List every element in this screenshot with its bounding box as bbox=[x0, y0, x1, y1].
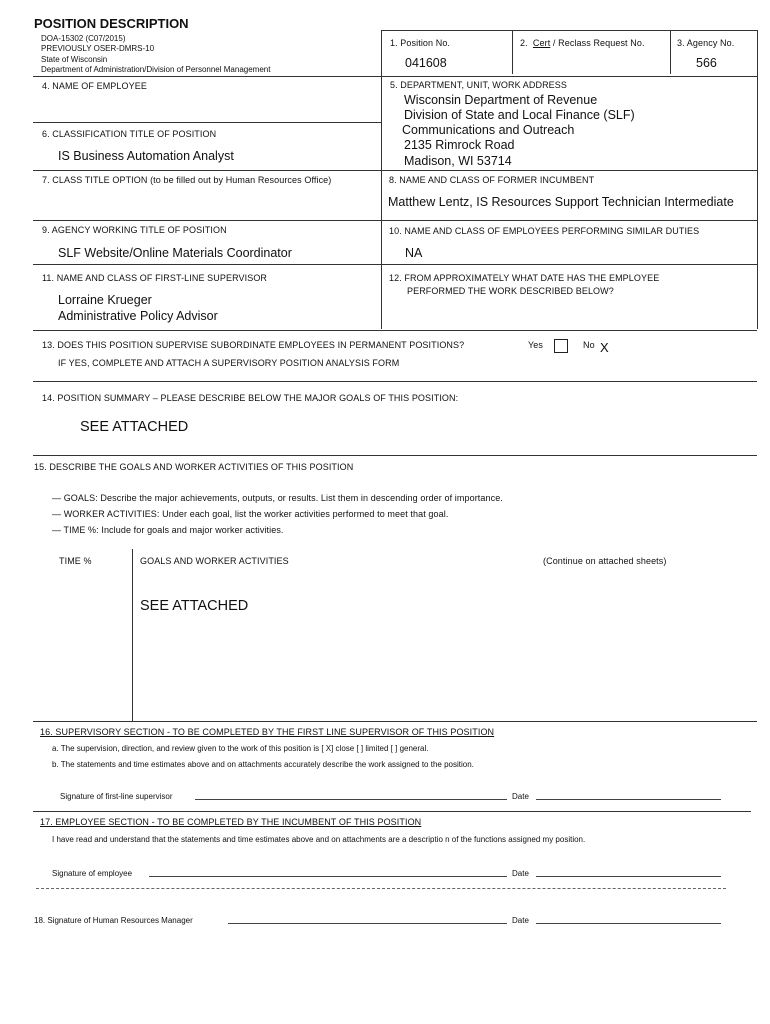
top-border bbox=[381, 30, 757, 31]
form-title: POSITION DESCRIPTION bbox=[34, 16, 189, 31]
time-column-header: TIME % bbox=[59, 556, 92, 566]
reclass-request-label bbox=[520, 38, 645, 48]
row-line-left-2 bbox=[33, 122, 381, 123]
row-line-3 bbox=[33, 220, 757, 221]
supervise-question: 13. DOES THIS POSITION SUPERVISE SUBORDINATE EMPLOYEES IN PERMANENT POSITIONS? bbox=[42, 340, 465, 350]
yes-label: Yes bbox=[528, 340, 543, 350]
supervision-level-text: a. The supervision, direction, and review given to the work of this position is [ X] close [ ] limited [ ] general. bbox=[52, 744, 429, 753]
employee-date-line[interactable] bbox=[536, 876, 721, 877]
supervisory-note: IF YES, COMPLETE AND ATTACH A SUPERVISORY POSITION ANALYSIS FORM bbox=[58, 358, 400, 368]
section-separator bbox=[36, 888, 726, 889]
no-label: No bbox=[583, 340, 595, 350]
goals-bullet-2: — WORKER ACTIVITIES: Under each goal, list the worker activities performed to meet that goal. bbox=[52, 509, 449, 519]
no-checkbox-mark[interactable]: X bbox=[600, 340, 609, 355]
row-line-2 bbox=[33, 170, 757, 171]
similar-duties-value[interactable]: NA bbox=[405, 246, 423, 260]
form-department: Department of Administration/Division of Personnel Management bbox=[41, 65, 271, 74]
cert-label: Cert bbox=[532, 38, 551, 48]
goals-bullet-3: — TIME %: Include for goals and major worker activities. bbox=[52, 525, 284, 535]
work-date-label-1: 12. FROM APPROXIMATELY WHAT DATE HAS THE EMPLOYEE bbox=[389, 273, 660, 283]
right-border bbox=[757, 30, 758, 329]
form-state: State of Wisconsin bbox=[41, 55, 108, 64]
position-summary-label: 14. POSITION SUMMARY – PLEASE DESCRIBE BELOW THE MAJOR GOALS OF THIS POSITION: bbox=[42, 393, 459, 403]
goals-section-label: 15. DESCRIBE THE GOALS AND WORKER ACTIVITIES OF THIS POSITION bbox=[34, 462, 354, 472]
center-divider bbox=[381, 30, 382, 329]
classification-title-label: 6. CLASSIFICATION TITLE OF POSITION bbox=[42, 129, 217, 139]
department-address-label: 5. DEPARTMENT, UNIT, WORK ADDRESS bbox=[390, 80, 567, 90]
time-column-divider bbox=[132, 549, 133, 721]
class-title-option-label: 7. CLASS TITLE OPTION (to be filled out by Human Resources Office) bbox=[42, 175, 332, 185]
goals-column-header: GOALS AND WORKER ACTIVITIES bbox=[140, 556, 289, 566]
form-previous-number: PREVIOUSLY OSER-DMRS-10 bbox=[41, 44, 155, 53]
hr-manager-signature-line[interactable] bbox=[228, 923, 507, 924]
former-incumbent-value[interactable]: Matthew Lentz, IS Resources Support Technician Intermediate bbox=[388, 195, 734, 209]
yes-checkbox[interactable] bbox=[554, 339, 568, 353]
supervisor-signature-label: Signature of first-line supervisor bbox=[60, 792, 173, 801]
former-incumbent-label: 8. NAME AND CLASS OF FORMER INCUMBENT bbox=[389, 175, 595, 185]
position-summary-value[interactable]: SEE ATTACHED bbox=[80, 419, 189, 435]
supervisor-date-label: Date bbox=[512, 792, 529, 801]
goals-bullet-1: — GOALS: Describe the major achievements, outputs, or results. List them in descending order of importance. bbox=[52, 493, 503, 503]
employee-signature-line[interactable] bbox=[149, 876, 507, 877]
box-divider-1 bbox=[512, 30, 513, 74]
working-title-value[interactable]: SLF Website/Online Materials Coordinator bbox=[58, 246, 292, 260]
row-line-8 bbox=[33, 721, 757, 722]
classification-title-value[interactable]: IS Business Automation Analyst bbox=[58, 149, 234, 163]
box-divider-2 bbox=[670, 30, 671, 74]
supervisor-statement-text: b. The statements and time estimates above and on attachments accurately describe the work assigned to the position. bbox=[52, 760, 474, 769]
working-title-label: 9. AGENCY WORKING TITLE OF POSITION bbox=[42, 225, 227, 235]
hr-manager-signature-label: 18. Signature of Human Resources Manager bbox=[34, 916, 193, 925]
address-line-5: Madison, WI 53714 bbox=[404, 154, 512, 168]
supervisor-label: 11. NAME AND CLASS OF FIRST-LINE SUPERVISOR bbox=[42, 273, 268, 283]
address-line-4: 2135 Rimrock Road bbox=[404, 138, 515, 152]
supervisor-name[interactable]: Lorraine Krueger bbox=[58, 293, 152, 307]
similar-duties-label: 10. NAME AND CLASS OF EMPLOYEES PERFORMING SIMILAR DUTIES bbox=[389, 226, 700, 236]
goals-value[interactable]: SEE ATTACHED bbox=[140, 598, 249, 614]
row-line-1 bbox=[33, 76, 757, 77]
position-no-label: 1. Position No. bbox=[390, 38, 451, 48]
hr-manager-date-line[interactable] bbox=[536, 923, 721, 924]
continue-note: (Continue on attached sheets) bbox=[543, 556, 667, 566]
supervisor-signature-line[interactable] bbox=[195, 799, 507, 800]
address-line-2: Division of State and Local Finance (SLF) bbox=[404, 108, 635, 122]
employee-section-label: 17. EMPLOYEE SECTION - TO BE COMPLETED BY THE INCUMBENT OF THIS POSITION bbox=[40, 817, 422, 827]
address-line-3: Communications and Outreach bbox=[402, 123, 575, 137]
form-number: DOA-15302 (C07/2015) bbox=[41, 34, 126, 43]
row-line-4 bbox=[33, 264, 757, 265]
row-line-5 bbox=[33, 330, 757, 331]
supervisor-title[interactable]: Administrative Policy Advisor bbox=[58, 309, 218, 323]
employee-statement-text: I have read and understand that the statements and time estimates above and on attachments are a descriptio n of the functions assigned my position. bbox=[52, 835, 586, 844]
supervisory-section-label: 16. SUPERVISORY SECTION - TO BE COMPLETED BY THE FIRST LINE SUPERVISOR OF THIS POSITION bbox=[40, 727, 495, 737]
address-line-1: Wisconsin Department of Revenue bbox=[404, 93, 598, 107]
row-line-7 bbox=[33, 455, 757, 456]
hr-manager-date-label: Date bbox=[512, 916, 529, 925]
agency-no-value[interactable]: 566 bbox=[696, 56, 717, 70]
reclass-label-rest: / Reclass Request No. bbox=[550, 38, 645, 48]
work-date-label-2: PERFORMED THE WORK DESCRIBED BELOW? bbox=[407, 286, 614, 296]
row-line-6 bbox=[33, 381, 757, 382]
employee-date-label: Date bbox=[512, 869, 529, 878]
row-line-9 bbox=[33, 811, 751, 812]
employee-name-label: 4. NAME OF EMPLOYEE bbox=[42, 81, 147, 91]
supervisor-date-line[interactable] bbox=[536, 799, 721, 800]
employee-signature-label: Signature of employee bbox=[52, 869, 133, 878]
agency-no-label: 3. Agency No. bbox=[677, 38, 735, 48]
reclass-num: 2. bbox=[520, 38, 528, 48]
position-no-value[interactable]: 041608 bbox=[405, 56, 447, 70]
